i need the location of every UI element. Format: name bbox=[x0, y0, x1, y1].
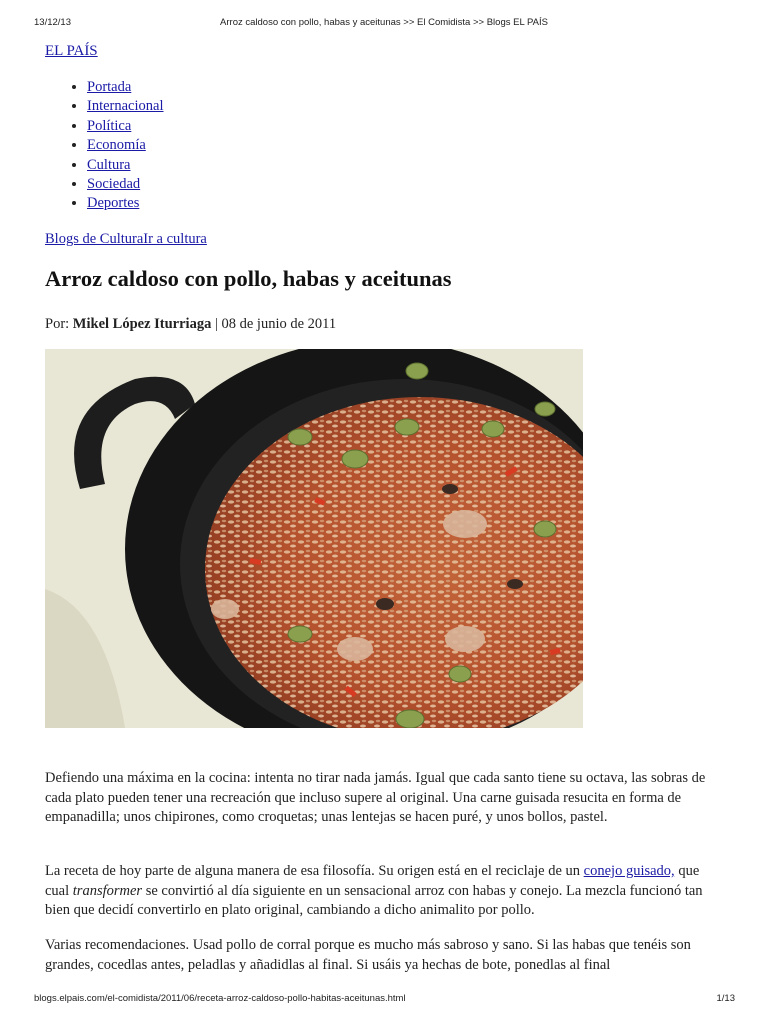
byline-separator: | bbox=[211, 316, 222, 332]
print-page-number: 1/13 bbox=[716, 993, 735, 1004]
nav-link-internacional[interactable]: Internacional bbox=[87, 98, 164, 115]
nav-item-economia bbox=[87, 136, 164, 155]
byline-author: Mikel López Iturriaga bbox=[72, 316, 212, 332]
nav-item-sociedad bbox=[87, 175, 164, 194]
article-paragraph-2 bbox=[45, 862, 725, 921]
print-title: Arroz caldoso con pollo, habas y aceitunas >> El Comidista >> Blogs EL PAÍS bbox=[220, 17, 548, 28]
p2-emphasis: transformer bbox=[72, 882, 143, 899]
p2-text-end: se convirtió al día siguiente en un sensacional arroz con habas y conejo. La mezcla funcionó tan bien que decidí convertirlo en plato original, cambiando a dicho animalito por pollo. bbox=[45, 882, 703, 918]
byline-date: 08 de junio de 2011 bbox=[221, 316, 337, 332]
blogs-cultura-link[interactable]: Blogs de CulturaIr a cultura bbox=[45, 231, 207, 247]
rice-dish-illustration bbox=[45, 349, 583, 728]
p2-text-mid: que cual bbox=[45, 863, 700, 899]
nav-item-portada bbox=[87, 78, 164, 97]
nav-link-deportes[interactable]: Deportes bbox=[87, 195, 140, 212]
nav-item-politica bbox=[87, 117, 164, 136]
nav-link-economia[interactable]: Economía bbox=[87, 137, 146, 154]
site-logo-link[interactable]: EL PAÍS bbox=[45, 43, 98, 59]
print-date: 13/12/13 bbox=[34, 17, 71, 28]
nav-link-cultura[interactable]: Cultura bbox=[87, 156, 131, 173]
byline bbox=[45, 316, 336, 333]
nav-link-politica[interactable]: Política bbox=[87, 117, 132, 134]
article-photo bbox=[45, 349, 583, 728]
article-paragraph-1: Defiendo una máxima en la cocina: intenta no tirar nada jamás. Igual que cada santo tiene su octava, las sobras de cada plato pueden tener una recreación que incluso supere al original. Una carne guisada resucita en forma de empanadilla; unos chipirones, como croquetas; unas lentejas se hacen puré, y unos bollos, pastel. bbox=[45, 770, 706, 825]
nav-link-portada[interactable]: Portada bbox=[87, 79, 132, 95]
nav-item-deportes bbox=[87, 194, 164, 213]
main-nav bbox=[45, 78, 164, 214]
nav-link-sociedad[interactable]: Sociedad bbox=[87, 176, 141, 193]
nav-item-internacional bbox=[87, 97, 164, 116]
print-url: blogs.elpais.com/el-comidista/2011/06/receta-arroz-caldoso-pollo-habitas-aceitunas.html bbox=[34, 993, 406, 1004]
byline-prefix: Por: bbox=[45, 316, 73, 332]
article-paragraph-3: Varias recomendaciones. Usad pollo de corral porque es mucho más sabroso y sano. Si las habas que tenéis son grandes, cocedlas antes, peladlas y añadidlas al final. Si usáis ya hechas de bote, ponedlas al final bbox=[45, 937, 691, 973]
article-title: Arroz caldoso con pollo, habas y aceitunas bbox=[45, 266, 452, 291]
p2-text-start: La receta de hoy parte de alguna manera de esa filosofía. Su origen está en el reciclaje de un bbox=[45, 863, 584, 879]
nav-item-cultura bbox=[87, 156, 164, 175]
conejo-guisado-link[interactable]: conejo guisado, bbox=[583, 863, 675, 879]
